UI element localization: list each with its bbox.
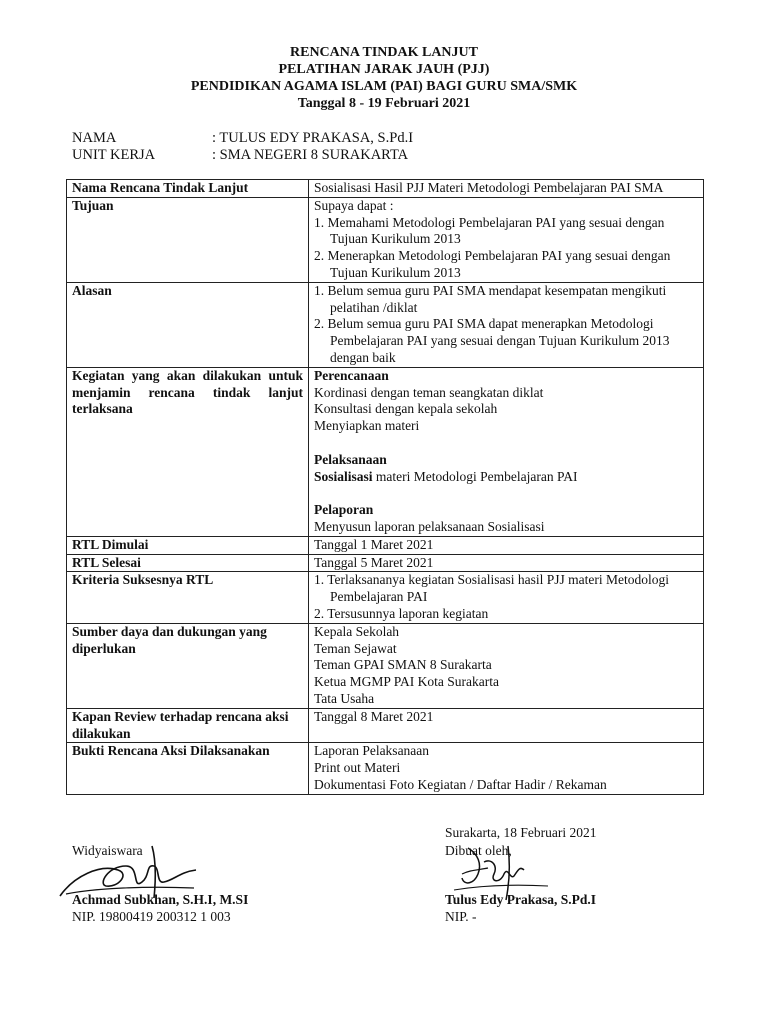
identity-unit-label: UNIT KERJA <box>72 147 156 163</box>
row-value: Tanggal 5 Maret 2021 <box>308 554 703 572</box>
table-row <box>67 623 704 708</box>
list-item: Teman Sejawat <box>313 640 397 656</box>
list-item: Print out Materi <box>313 760 401 776</box>
table-row <box>67 554 704 572</box>
list-item: Teman GPAI SMAN 8 Surakarta <box>313 657 492 673</box>
table-row <box>67 572 704 623</box>
spacer <box>314 435 698 452</box>
row-value <box>308 623 703 708</box>
row-value: Sosialisasi Hasil PJJ Materi Metodologi Pembelajaran PAI SMA <box>308 180 703 198</box>
identity-name-label: NAMA <box>72 130 117 146</box>
row-label: Alasan <box>67 282 309 367</box>
left-signer-name: Achmad Subkhan, S.H.I, M.SI <box>72 892 249 907</box>
row-value: Tanggal 8 Maret 2021 <box>308 708 703 743</box>
doc-date-range: Tanggal 8 - 19 Februari 2021 <box>297 96 471 111</box>
table-row <box>67 708 704 743</box>
section-heading-perencanaan: Perencanaan <box>313 367 389 383</box>
doc-subtitle-training: PELATIHAN JARAK JAUH (PJJ) <box>278 62 490 77</box>
list-item <box>314 469 698 486</box>
section-heading-pelaporan: Pelaporan <box>313 502 374 518</box>
row-label: Nama Rencana Tindak Lanjut <box>67 180 309 198</box>
row-label: Tujuan <box>67 197 309 282</box>
right-signer-nip: NIP. - <box>445 909 477 924</box>
list-item: Kordinasi dengan teman seangkatan diklat <box>313 384 544 400</box>
spacer <box>314 485 698 502</box>
row-value <box>308 282 703 367</box>
row-label: Sumber daya dan dukungan yang diperlukan <box>67 623 309 708</box>
list-item: 1. Belum semua guru PAI SMA mendapat kesempatan mengikuti pelatihan /diklat <box>313 282 667 315</box>
row-value: Tanggal 1 Maret 2021 <box>308 536 703 554</box>
list-item: 2. Menerapkan Metodologi Pembelajaran PAI yang sesuai dengan Tujuan Kurikulum 2013 <box>313 248 671 280</box>
table-row <box>67 536 704 554</box>
left-signer-role: Widyaiswara <box>72 843 143 858</box>
row-label: Bukti Rencana Aksi Dilaksanakan <box>67 743 309 794</box>
right-signer-name: Tulus Edy Prakasa, S.Pd.I <box>445 892 597 907</box>
table-row <box>67 743 704 794</box>
table-row <box>67 180 704 198</box>
doc-subtitle-subject: PENDIDIKAN AGAMA ISLAM (PAI) BAGI GURU SMA/SMK <box>190 79 578 94</box>
doc-title: RENCANA TINDAK LANJUT <box>290 45 478 60</box>
rtl-table <box>66 179 704 795</box>
list-item: Kepala Sekolah <box>313 623 400 639</box>
row-label: RTL Selesai <box>67 554 309 572</box>
left-signer-nip: NIP. 19800419 200312 1 003 <box>72 909 231 924</box>
right-signer-role: Dibuat oleh, <box>445 843 512 858</box>
list-item: 2. Belum semua guru PAI SMA dapat menerapkan Metodologi Pembelajaran PAI yang sesuai dengan Tujuan Kurikulum 2013 dengan baik <box>313 316 670 365</box>
list-item: Menyiapkan materi <box>313 418 420 434</box>
table-row <box>67 197 704 282</box>
table-row <box>67 367 704 536</box>
place-date: Surakarta, 18 Februari 2021 <box>445 825 597 840</box>
list-item: 1. Terlaksananya kegiatan Sosialisasi hasil PJJ materi Metodologi Pembelajaran PAI <box>313 572 669 605</box>
list-item: Dokumentasi Foto Kegiatan / Daftar Hadir / Rekaman <box>313 776 607 792</box>
identity-unit-row <box>72 146 408 164</box>
list-item: Laporan Pelaksanaan <box>313 743 430 759</box>
row-value <box>308 572 703 623</box>
list-item: Ketua MGMP PAI Kota Surakarta <box>313 674 499 690</box>
identity-name-value: : TULUS EDY PRAKASA, S.Pd.I <box>212 130 414 146</box>
row-value <box>308 197 703 282</box>
row-value <box>308 743 703 794</box>
list-item: Menyusun laporan pelaksanaan Sosialisasi <box>313 518 545 534</box>
list-item: 1. Memahami Metodologi Pembelajaran PAI yang sesuai dengan Tujuan Kurikulum 2013 <box>313 214 665 247</box>
identity-unit-value: : SMA NEGERI 8 SURAKARTA <box>212 147 409 163</box>
identity-name-row <box>72 129 413 147</box>
section-heading-pelaksanaan: Pelaksanaan <box>313 451 387 467</box>
table-row <box>67 282 704 367</box>
row-label: Kegiatan yang akan dilakukan untuk menjamin rencana tindak lanjut terlaksana <box>67 367 309 536</box>
pelaksanaan-text: materi Metodologi Pembelajaran PAI <box>372 468 578 484</box>
row-label: Kapan Review terhadap rencana aksi dilakukan <box>67 708 309 743</box>
list-item: Tata Usaha <box>313 690 375 706</box>
tujuan-intro: Supaya dapat : <box>313 197 394 213</box>
list-item: 2. Tersusunnya laporan kegiatan <box>313 605 489 621</box>
row-label: Kriteria Suksesnya RTL <box>67 572 309 623</box>
row-label: RTL Dimulai <box>67 536 309 554</box>
list-item: Konsultasi dengan kepala sekolah <box>313 401 498 417</box>
row-value <box>308 367 703 536</box>
pelaksanaan-bold: Sosialisasi <box>313 468 373 484</box>
